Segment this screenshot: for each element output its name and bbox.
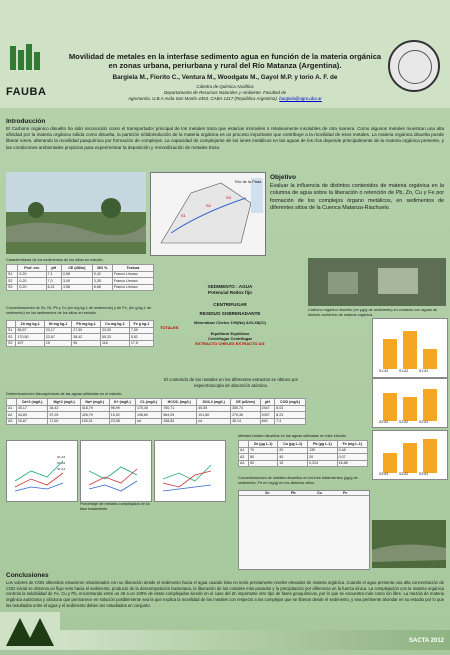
- bar-chart-s2: [372, 378, 448, 428]
- bar-label: S2:A2: [399, 420, 409, 424]
- schematic-step: CENTRIFUGAR: [213, 302, 247, 308]
- table-cell: A2: [239, 454, 249, 461]
- table-cell: 22,67: [44, 334, 71, 341]
- table-cell: S2: [7, 334, 16, 341]
- table-cell: A2: [7, 412, 17, 419]
- map-site-s1: S1: [181, 213, 186, 218]
- table-header: Textura: [112, 265, 153, 272]
- table-cell: 6,21: [46, 284, 61, 291]
- table-header: Prof. cm.: [18, 265, 46, 272]
- objective-heading: Objetivo: [270, 174, 297, 181]
- bar-label: S3:A1: [419, 472, 429, 476]
- bar-label: S1:A3: [379, 369, 389, 373]
- table-cell: 275,36: [231, 412, 261, 419]
- objective-text: Evaluar la influencia de distintos contenidos de materia orgánica en la columna de agua sobre la liberación o retención de Pb, Zn, Cu y Fe por formación de los complejos órgano metálicos, en sedimentos de diferentes sitios de la Cuenca Matanza-Riachuelo.: [270, 183, 444, 211]
- bar-label: S1:A1: [419, 369, 429, 373]
- river-photo-1: [6, 172, 146, 254]
- intro-text: El Carbono orgánico disuelto ha sido reconocido como el transportador principal de los metales traza que estarían inmóviles o relativamente insolubles de otra manera. Como algunos metales muestran una alta afinidad por la materia orgánica sólida como disuelta, la partición sólido/solución de la materia orgánica es un proceso importante que contribuye a la movilidad de esos metales. La materia orgánica disuelta puede liberar iones, alterando la movilidad pasquímica por formación de complejos. La capacidad de complejarse de los iones metálicos en las aguas de los ríos depende principalmente de la materia orgánica presente, y las condiciones ambientales propicias para experimentar la deposición y removilización de metales traza.: [6, 126, 444, 150]
- table-cell: 418,79: [80, 405, 109, 412]
- table-cell: 0,58: [61, 271, 92, 278]
- table-cell: 50: [249, 460, 278, 467]
- table-cell: 3,58: [61, 284, 92, 291]
- metal-concentration-table: [6, 320, 154, 347]
- affil-line-1: Cátedra de Química Analítica: [196, 84, 254, 89]
- table-cell: 34,42: [48, 405, 80, 412]
- table-header: Cu mg kg-1: [100, 321, 129, 328]
- table-cell: 5,51: [129, 334, 153, 341]
- table-cell: 3,35: [92, 278, 112, 285]
- conference-logo-icon: [0, 612, 60, 650]
- table-cell: 96,99: [109, 405, 135, 412]
- chart-bar: [403, 331, 417, 369]
- table-cell: 0-20: [18, 284, 46, 291]
- table-cell: 750,71: [162, 405, 197, 412]
- table-cell: A3: [239, 460, 249, 467]
- table-header: pH: [46, 265, 61, 272]
- table-header: Na+ (mg/L): [80, 399, 109, 406]
- line-chart-middle: [80, 440, 152, 502]
- fauba-logo-icon: [8, 42, 44, 74]
- bar-chart-s3: [372, 430, 448, 480]
- table-header: Pb: [291, 491, 296, 495]
- table-cell: 20: [308, 454, 338, 461]
- conclusions-heading: Conclusiones: [6, 572, 49, 579]
- table-cell: 7,1: [46, 271, 61, 278]
- line-chart-right: [154, 440, 226, 502]
- table-cell: 15: [278, 460, 308, 467]
- table1-caption: Características de los sedimentos de los sitios en estudio.: [6, 258, 104, 262]
- table-cell: 407: [16, 340, 44, 347]
- table-cell: 2447: [260, 405, 275, 412]
- table-cell: S1: [7, 327, 16, 334]
- river-photo-2: [372, 520, 446, 568]
- table-header: Cl- (mg/L): [135, 399, 161, 406]
- table-cell: 7,0: [46, 278, 61, 285]
- table-header: SO4-2 (mg/L): [197, 399, 231, 406]
- table-cell: 15,52: [109, 412, 135, 419]
- table-cell: A1: [239, 447, 249, 454]
- table-header: Cu: [317, 491, 322, 495]
- schematic-step: SEDIMENTO : AGUA: [207, 284, 253, 289]
- table-cell: 170,40: [135, 405, 161, 412]
- table4-caption: Metales totales disueltos en las aguas utilizadas en este estudio.: [238, 434, 347, 438]
- table-cell: 7,4: [275, 418, 306, 425]
- table-cell: S2: [7, 278, 18, 285]
- header: [0, 0, 450, 108]
- table-header: pH: [260, 399, 275, 406]
- sediment-characteristics-table: [6, 264, 154, 291]
- study-area-map: [150, 172, 266, 256]
- table5-caption: Concentraciones de metales disueltos en los tres tratamientos (μg/g de sedimento; Fe en mg/g) en los distintos sitios.: [238, 476, 358, 485]
- table-header: Zn (μg L-1): [249, 441, 278, 448]
- table-header: Zn mg kg-1: [16, 321, 44, 328]
- table-header: Ca+2 (mg/L): [16, 399, 48, 406]
- footer-label: SACTA 2012: [408, 638, 444, 644]
- table-cell: 130: [308, 447, 338, 454]
- table-cell: S1: [7, 271, 18, 278]
- table-header: Cu (μg L-1): [278, 441, 308, 448]
- schematic-note: El contenido de los metales en los diferentes extractos se obtuvo por espectroscopía de absorción atómica.: [164, 377, 298, 388]
- chart-bar: [423, 349, 437, 369]
- table-cell: 0-20: [18, 271, 46, 278]
- table-cell: S3: [7, 340, 16, 347]
- table-header: Fe (mg L-1): [337, 441, 367, 448]
- table-row: [239, 460, 368, 467]
- table-header: MO %: [92, 265, 112, 272]
- table-cell: 55,33: [100, 334, 129, 341]
- table-cell: Franco Limoso: [112, 271, 153, 278]
- bar-label: S2:A1: [419, 420, 429, 424]
- table-header: Fe: [343, 491, 348, 495]
- bar-label: S3:A2: [399, 472, 409, 476]
- table-header: CE (uS/cm): [231, 399, 261, 406]
- table-cell: 840: [260, 418, 275, 425]
- map-river-label: Río de la Plata: [235, 179, 262, 184]
- schematic-totals: TOTALES: [160, 325, 179, 331]
- table-cell: 350,74: [231, 405, 261, 412]
- table-cell: 338,83: [162, 418, 197, 425]
- table-cell: 0,48: [337, 447, 367, 454]
- table-header: Pb (μg L-1): [308, 441, 338, 448]
- table-cell: 17,5: [129, 340, 153, 347]
- table-cell: 0,42: [92, 271, 112, 278]
- table-cell: 170,50: [16, 334, 44, 341]
- table-cell: 33,00: [100, 327, 129, 334]
- table-cell: Franco Limoso: [112, 284, 153, 291]
- table-cell: 198,80: [135, 412, 161, 419]
- table-cell: 38,42: [72, 334, 101, 341]
- bar-label: S1:A2: [399, 369, 409, 373]
- table-cell: 16,88: [337, 460, 367, 467]
- table-cell: 40: [278, 454, 308, 461]
- table-cell: 17,60: [48, 418, 80, 425]
- table-cell: 57,25: [48, 412, 80, 419]
- dissolved-metals-table: [238, 440, 368, 467]
- author-email[interactable]: bargiela@agro.uba.ar: [279, 95, 322, 101]
- schematic-step: Potencial Redox fijo: [208, 290, 252, 296]
- table-cell: S3: [7, 284, 18, 291]
- table-cell: 8,23: [275, 412, 306, 419]
- table-header: Pb mg kg-1: [72, 321, 101, 328]
- table-cell: 80: [249, 454, 278, 461]
- table-cell: 426,79: [80, 412, 109, 419]
- table-header: Mg+2 (mg/L): [48, 399, 80, 406]
- bar-chart-s1: [372, 318, 448, 378]
- table-cell: nd: [135, 418, 161, 425]
- metals-by-treatment-table: [238, 490, 370, 570]
- affil-line-3: Agronomía. U.B.A Avda San Martín 4453. CABA 1417 (República Argentina).: [128, 95, 279, 101]
- table-cell: 40,17: [16, 405, 48, 412]
- table-cell: 3,09: [61, 278, 92, 285]
- table-row: [7, 340, 154, 347]
- table-cell: 23,38: [109, 418, 135, 425]
- chart-bar: [383, 339, 397, 369]
- title-line-2: en zonas urbana, periurbana y rural del Río Matanza (Argentina).: [108, 61, 342, 71]
- methodology-schematic: [160, 284, 300, 347]
- table-header: CE (dS/m): [61, 265, 92, 272]
- table-header-row: [239, 491, 369, 496]
- table-cell: 45,14: [231, 418, 261, 425]
- legend-entry: S1:A1: [57, 467, 66, 471]
- mid-chart-caption: Porcentaje de metales complejados en la fase tratamiento: [80, 502, 150, 511]
- footer-bar: [60, 630, 450, 650]
- sampling-photo: [308, 258, 446, 306]
- table-cell: 44,83: [16, 412, 48, 419]
- table-cell: 664,09: [162, 412, 197, 419]
- table-cell: 45,55: [197, 405, 231, 412]
- table-cell: 70: [249, 447, 278, 454]
- table-cell: Franco Limoso: [112, 278, 153, 285]
- table-cell: 2057: [260, 412, 275, 419]
- schematic-step: Mineralizar Chelex 100(Na) AGI-X8(Cl): [194, 319, 266, 325]
- legend-entry: S1:A3: [57, 455, 66, 459]
- table-cell: A1: [7, 405, 17, 412]
- table-header: HCO3- (mg/L): [162, 399, 197, 406]
- bar-label: S2:A3: [379, 420, 389, 424]
- table-header: K+ (mg/L): [109, 399, 135, 406]
- schematic-extracts: EXTRACTO CHELEX EXTRACTO AG: [195, 341, 265, 347]
- table-cell: 101,80: [197, 412, 231, 419]
- line-chart-left: [6, 440, 78, 502]
- schematic-step: Centrifugar Centrifugar: [207, 335, 253, 341]
- table-cell: 85,67: [16, 327, 44, 334]
- table-row: [7, 418, 306, 425]
- table-cell: 0,224: [308, 460, 338, 467]
- affiliation: [60, 84, 390, 102]
- table2-caption: Concentraciones de Zn, Ni, Pb y Cu (en mg kg-1 de sedimento) y de Fe, (en g kg-1 de sedimento) en los sedimentos de los sitios en estudio.: [6, 306, 152, 315]
- table-cell: 7,59: [129, 327, 153, 334]
- university-seal-icon: [388, 40, 440, 92]
- table-cell: 27,50: [72, 327, 101, 334]
- table-cell: 15: [44, 340, 71, 347]
- table-header: COD (mg/L): [275, 399, 306, 406]
- table-header: Zn: [265, 491, 270, 495]
- table-cell: 0-20: [18, 278, 46, 285]
- title-line-1: Movilidad de metales en la interfase sedimento agua en función de la materia orgánica: [68, 52, 382, 61]
- table-cell: 6,66: [92, 284, 112, 291]
- map-site-s2: S2: [206, 203, 211, 208]
- intro-heading: Introducción: [6, 118, 46, 125]
- table-cell: 183,01: [80, 418, 109, 425]
- table-header: [239, 491, 265, 495]
- table-cell: 23,17: [44, 327, 71, 334]
- bar-label: S3:A3: [379, 472, 389, 476]
- table-cell: 0,07: [337, 454, 367, 461]
- table-header: Ni mg kg-1: [44, 321, 71, 328]
- legend-entry: S1:A2: [57, 461, 66, 465]
- conclusions-text: Los valores de COD obtenidos estuvieron relacionados con su liberación desde el sedimento hacia el agua cuando ésta no tenía previamente niveles elevados de materia orgánica. Cuando el agua presenta una alta concentración de COD inicial se observa un flujo neto hacia el sedimento, producto de la descomposición bacteriana, la liberación de los coloides más pesados y la precipitación por diferencia en la fuerza iónica. La complejación con la materia orgánica controla la solubilidad de Fe, Cu y Pb, encontrando entre un 40 a un 100% de estos complejados siendo en el caso del Zn importante otro tipo de fases geoquímicas, por lo que se encuentra más como ion libre. La mezcla de materia orgánica autóctona y alóctona que permanece en solución posiblemente sea la que explica la movilidad de los metales con respecto a los complejos que se liberan desde el sedimento, y sea pertinente ahondar en su estudio por lo que los resultados entre el agua y el sedimento deben ser estudiados en conjunto.: [6, 580, 444, 608]
- table3-caption: Determinaciones fisicoquímicas de las aguas utilizadas en el estudio: [6, 392, 122, 396]
- schematic-step: Equilibrar Equilibrar: [210, 330, 250, 336]
- table-cell: nd: [197, 418, 231, 425]
- affil-line-2: Departamento de Recursos Naturales y Ambiente. Facultad de: [163, 89, 287, 95]
- table-cell: 20: [278, 447, 308, 454]
- map-site-s3: S3: [226, 195, 231, 200]
- table-cell: 118: [100, 340, 129, 347]
- table-cell: A3: [7, 418, 17, 425]
- schematic-step: RESIDUO SOBRENADANTE: [199, 310, 261, 316]
- water-physicochem-table: [6, 398, 306, 425]
- doc-chart-caption: Carbono orgánico disuelto (en μg/g de sedimento) en contacto con aguas de distinto contenido de materia orgánica.: [308, 308, 438, 317]
- table-header: Fe g kg-1: [129, 321, 153, 328]
- fauba-label: FAUBA: [6, 86, 47, 98]
- table-cell: 95: [72, 340, 101, 347]
- table-cell: 16,67: [16, 418, 48, 425]
- poster-title: [60, 52, 390, 71]
- authors: Bargiela M., Fiorito C., Ventura M., Woodgate M., Gayol M.P. y Iorio A. F. de: [112, 74, 338, 81]
- table-cell: 8,03: [275, 405, 306, 412]
- table-row: [7, 284, 154, 291]
